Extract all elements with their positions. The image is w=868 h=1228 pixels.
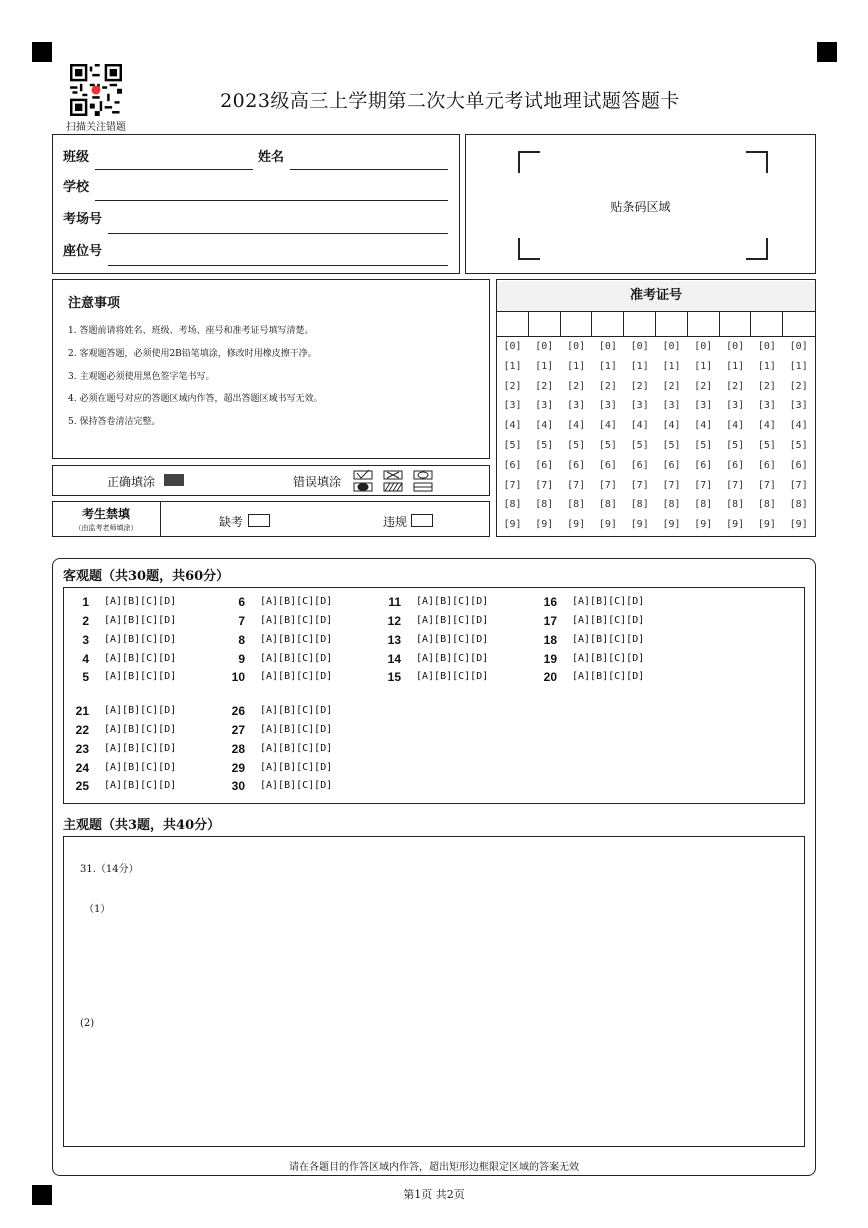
exam-id-bubble[interactable]: [9]: [662, 519, 681, 531]
answer-options[interactable]: [A][B][C][D]: [260, 634, 333, 645]
answer-options[interactable]: [A][B][C][D]: [260, 743, 333, 754]
exam-id-bubble[interactable]: [9]: [535, 519, 554, 531]
exam-id-bubble[interactable]: [1]: [662, 360, 681, 372]
seat-field[interactable]: [108, 265, 448, 266]
exam-id-bubble[interactable]: [7]: [630, 479, 649, 491]
exam-id-bubble[interactable]: [9]: [757, 519, 776, 531]
exam-id-bubble[interactable]: [9]: [789, 519, 808, 531]
exam-id-bubble[interactable]: [0]: [567, 341, 586, 352]
question-number: 16: [543, 595, 557, 609]
exam-id-bubble[interactable]: [3]: [757, 400, 776, 412]
exam-id-bubble[interactable]: [6]: [630, 459, 649, 471]
answer-options[interactable]: [A][B][C][D]: [260, 724, 333, 735]
answer-options[interactable]: [A][B][C][D]: [416, 653, 489, 664]
exam-id-bubble[interactable]: [7]: [694, 479, 713, 491]
forbidden-subtitle: （由监考老师填涂）: [74, 524, 138, 532]
exam-id-bubble[interactable]: [7]: [662, 479, 681, 491]
exam-id-write-cell[interactable]: [497, 311, 529, 337]
exam-room-field[interactable]: [108, 233, 448, 234]
answer-options[interactable]: [A][B][C][D]: [104, 724, 177, 735]
exam-id-bubble[interactable]: [9]: [598, 519, 617, 531]
exam-id-bubble[interactable]: [3]: [789, 400, 808, 412]
correct-fill-label: 正确填涂: [107, 475, 156, 489]
exam-id-bubble[interactable]: [1]: [694, 360, 713, 372]
exam-id-bubble[interactable]: [1]: [567, 360, 586, 372]
exam-id-bubble[interactable]: [4]: [694, 420, 713, 432]
school-label: 学校: [63, 180, 90, 195]
notes-title: 注意事项: [68, 296, 121, 311]
forbidden-title: 考生禁填: [81, 507, 130, 521]
exam-id-write-cell[interactable]: [624, 311, 656, 337]
exam-id-bubble[interactable]: [9]: [726, 519, 745, 531]
page-title: 2023级高三上学期第二次大单元考试地理试题答题卡: [220, 90, 680, 112]
exam-id-bubble[interactable]: [8]: [567, 499, 586, 511]
exam-id-bubble[interactable]: [8]: [503, 499, 522, 511]
note-item: 5. 保持答卷清洁完整。: [68, 417, 161, 427]
exam-id-write-cell[interactable]: [751, 311, 783, 337]
exam-id-bubble[interactable]: [0]: [789, 341, 808, 352]
wrong-fill-samples-icon: [352, 469, 436, 493]
question-number: 9: [238, 652, 245, 666]
answer-options[interactable]: [A][B][C][D]: [104, 596, 177, 607]
part-1-label: （1）: [84, 904, 111, 915]
question-number: 24: [75, 761, 89, 775]
exam-id-write-cell[interactable]: [592, 311, 624, 337]
exam-id-bubble[interactable]: [3]: [598, 400, 617, 412]
exam-id-bubble[interactable]: [8]: [694, 499, 713, 511]
question-number: 25: [75, 779, 89, 793]
absent-label: 缺考: [219, 515, 244, 529]
exam-id-bubble[interactable]: [2]: [789, 380, 808, 392]
registration-mark-top-left: [32, 42, 52, 62]
answer-options[interactable]: [A][B][C][D]: [104, 762, 177, 773]
exam-id-bubble[interactable]: [3]: [567, 400, 586, 412]
exam-id-write-cell[interactable]: [720, 311, 752, 337]
exam-id-bubble[interactable]: [4]: [598, 420, 617, 432]
exam-id-bubble[interactable]: [0]: [694, 341, 713, 352]
subjective-title: 主观题（共3题，共40分）: [63, 818, 221, 833]
exam-id-bubble[interactable]: [2]: [598, 380, 617, 392]
answer-options[interactable]: [A][B][C][D]: [416, 634, 489, 645]
answer-options[interactable]: [A][B][C][D]: [260, 671, 333, 682]
question-number: 7: [238, 614, 245, 628]
exam-id-bubble[interactable]: [7]: [726, 479, 745, 491]
violation-checkbox[interactable]: [411, 514, 433, 527]
exam-id-bubble[interactable]: [4]: [503, 420, 522, 432]
exam-id-bubble[interactable]: [5]: [726, 440, 745, 451]
correct-fill-sample: [164, 474, 184, 486]
exam-id-bubble[interactable]: [4]: [630, 420, 649, 432]
exam-id-bubble[interactable]: [5]: [630, 440, 649, 451]
footer-warning: 请在各题目的作答区域内作答，超出矩形边框限定区域的答案无效: [289, 1162, 579, 1173]
name-label: 姓名: [258, 150, 285, 165]
question-number: 19: [543, 652, 557, 666]
exam-id-bubble[interactable]: [0]: [662, 341, 681, 352]
seat-label: 座位号: [63, 244, 103, 259]
exam-id-bubble[interactable]: [1]: [535, 360, 554, 372]
exam-id-bubble[interactable]: [7]: [503, 479, 522, 491]
exam-id-bubble[interactable]: [7]: [567, 479, 586, 491]
exam-id-bubble[interactable]: [4]: [757, 420, 776, 432]
exam-id-bubble[interactable]: [9]: [630, 519, 649, 531]
question-number: 20: [543, 670, 557, 684]
question-number: 6: [238, 595, 245, 609]
exam-id-bubble[interactable]: [7]: [789, 479, 808, 491]
exam-id-bubble[interactable]: [5]: [598, 440, 617, 451]
exam-id-bubble[interactable]: [9]: [694, 519, 713, 531]
question-number: 10: [231, 670, 245, 684]
exam-id-bubble[interactable]: [5]: [535, 440, 554, 451]
exam-id-bubble[interactable]: [7]: [757, 479, 776, 491]
exam-id-bubble[interactable]: [2]: [757, 380, 776, 392]
exam-id-bubble[interactable]: [3]: [630, 400, 649, 412]
answer-options[interactable]: [A][B][C][D]: [104, 615, 177, 626]
exam-id-bubble[interactable]: [6]: [694, 459, 713, 471]
exam-id-write-cell[interactable]: [783, 311, 815, 337]
absent-checkbox[interactable]: [248, 514, 270, 527]
violation-label: 违规: [383, 515, 408, 529]
question-number: 14: [387, 652, 401, 666]
answer-options[interactable]: [A][B][C][D]: [260, 596, 333, 607]
question-number: 5: [82, 670, 89, 684]
question-number: 30: [231, 779, 245, 793]
barcode-corner: [518, 151, 540, 173]
answer-options[interactable]: [A][B][C][D]: [416, 615, 489, 626]
answer-options[interactable]: [A][B][C][D]: [572, 653, 645, 664]
exam-id-bubble[interactable]: [9]: [567, 519, 586, 531]
answer-options[interactable]: [A][B][C][D]: [104, 653, 177, 664]
exam-id-bubble[interactable]: [3]: [694, 400, 713, 412]
school-field[interactable]: [95, 200, 448, 201]
wrong-fill-label: 错误填涂: [293, 475, 342, 489]
exam-id-bubble[interactable]: [4]: [726, 420, 745, 432]
name-field[interactable]: [290, 169, 448, 170]
exam-id-bubble[interactable]: [6]: [503, 459, 522, 471]
question-31-label: 31.（14分）: [80, 864, 139, 875]
exam-id-bubble[interactable]: [1]: [598, 360, 617, 372]
exam-id-bubble[interactable]: [6]: [567, 459, 586, 471]
question-number: 3: [82, 633, 89, 647]
answer-options[interactable]: [A][B][C][D]: [572, 634, 645, 645]
exam-id-bubble[interactable]: [8]: [757, 499, 776, 511]
exam-id-bubble[interactable]: [5]: [757, 440, 776, 451]
exam-id-bubble[interactable]: [1]: [630, 360, 649, 372]
question-number: 2: [82, 614, 89, 628]
answer-options[interactable]: [A][B][C][D]: [104, 634, 177, 645]
exam-id-write-cell[interactable]: [561, 311, 593, 337]
exam-id-write-cell[interactable]: [656, 311, 688, 337]
exam-id-bubble[interactable]: [6]: [726, 459, 745, 471]
answer-options[interactable]: [A][B][C][D]: [416, 596, 489, 607]
question-number: 22: [75, 723, 89, 737]
registration-mark-bottom-left: [32, 1185, 52, 1205]
divider: [160, 501, 161, 537]
exam-id-bubble[interactable]: [4]: [567, 420, 586, 432]
exam-id-bubble[interactable]: [1]: [789, 360, 808, 372]
answer-options[interactable]: [A][B][C][D]: [104, 705, 177, 716]
answer-options[interactable]: [A][B][C][D]: [572, 671, 645, 682]
class-field[interactable]: [95, 169, 253, 170]
exam-id-bubble[interactable]: [9]: [503, 519, 522, 531]
exam-id-bubble[interactable]: [0]: [503, 341, 522, 352]
note-item: 3. 主观题必须使用黑色签字笔书写。: [68, 372, 215, 382]
exam-id-bubble[interactable]: [3]: [726, 400, 745, 412]
exam-id-bubble[interactable]: [5]: [567, 440, 586, 451]
answer-options[interactable]: [A][B][C][D]: [260, 780, 333, 791]
exam-id-bubble[interactable]: [8]: [662, 499, 681, 511]
question-number: 28: [231, 742, 245, 756]
exam-id-bubble[interactable]: [7]: [598, 479, 617, 491]
exam-id-bubble[interactable]: [0]: [726, 341, 745, 352]
objective-title: 客观题（共30题，共60分）: [63, 569, 230, 584]
exam-id-bubble[interactable]: [0]: [535, 341, 554, 352]
barcode-corner: [746, 151, 768, 173]
exam-id-bubble[interactable]: [3]: [662, 400, 681, 412]
question-number: 15: [387, 670, 401, 684]
exam-id-bubble[interactable]: [2]: [662, 380, 681, 392]
question-number: 29: [231, 761, 245, 775]
exam-id-bubble[interactable]: [6]: [535, 459, 554, 471]
exam-id-bubble[interactable]: [1]: [757, 360, 776, 372]
question-number: 11: [388, 595, 401, 609]
exam-id-bubble[interactable]: [3]: [535, 400, 554, 412]
note-item: 4. 必须在题号对应的答题区域内作答，超出答题区域书写无效。: [68, 394, 323, 404]
answer-options[interactable]: [A][B][C][D]: [104, 743, 177, 754]
exam-id-bubble[interactable]: [3]: [503, 400, 522, 412]
exam-id-bubble[interactable]: [2]: [630, 380, 649, 392]
qr-code-icon: [70, 64, 122, 116]
exam-id-bubble[interactable]: [8]: [535, 499, 554, 511]
exam-id-write-cell[interactable]: [688, 311, 720, 337]
exam-id-bubble[interactable]: [2]: [726, 380, 745, 392]
question-number: 27: [231, 723, 245, 737]
part-2-label: (2): [80, 1018, 95, 1029]
exam-id-bubble[interactable]: [4]: [535, 420, 554, 432]
student-info-box: [52, 134, 460, 274]
question-number: 8: [238, 633, 245, 647]
exam-id-bubble[interactable]: [8]: [598, 499, 617, 511]
exam-id-bubble[interactable]: [7]: [535, 479, 554, 491]
class-label: 班级: [63, 150, 90, 165]
exam-id-bubble[interactable]: [4]: [789, 420, 808, 432]
exam-id-bubble[interactable]: [6]: [662, 459, 681, 471]
exam-id-bubble[interactable]: [6]: [757, 459, 776, 471]
answer-options[interactable]: [A][B][C][D]: [260, 653, 333, 664]
question-number: 21: [75, 704, 89, 718]
exam-id-bubble[interactable]: [8]: [726, 499, 745, 511]
exam-id-bubble[interactable]: [4]: [662, 420, 681, 432]
exam-id-bubble[interactable]: [6]: [598, 459, 617, 471]
answer-options[interactable]: [A][B][C][D]: [104, 671, 177, 682]
question-number: 12: [387, 614, 401, 628]
barcode-corner: [746, 238, 768, 260]
subjective-box[interactable]: [63, 836, 805, 1147]
answer-options[interactable]: [A][B][C][D]: [572, 596, 645, 607]
note-item: 2. 客观题答题，必须使用2B铅笔填涂，修改时用橡皮擦干净。: [68, 349, 317, 359]
question-number: 17: [543, 614, 557, 628]
barcode-corner: [518, 238, 540, 260]
exam-id-bubble[interactable]: [2]: [503, 380, 522, 392]
exam-id-bubble[interactable]: [5]: [789, 440, 808, 451]
exam-id-write-cell[interactable]: [529, 311, 561, 337]
exam-id-bubble[interactable]: [5]: [694, 440, 713, 451]
exam-id-bubble[interactable]: [0]: [630, 341, 649, 352]
question-number: 26: [231, 704, 245, 718]
question-number: 23: [75, 742, 89, 756]
answer-options[interactable]: [A][B][C][D]: [260, 615, 333, 626]
exam-id-bubble[interactable]: [5]: [503, 440, 522, 451]
exam-id-bubble[interactable]: [0]: [757, 341, 776, 352]
barcode-label: 贴条码区域: [610, 200, 671, 214]
answer-options[interactable]: [A][B][C][D]: [416, 671, 489, 682]
answer-options[interactable]: [A][B][C][D]: [260, 762, 333, 773]
exam-id-bubble[interactable]: [6]: [789, 459, 808, 471]
answer-options[interactable]: [A][B][C][D]: [260, 705, 333, 716]
exam-id-bubble[interactable]: [8]: [789, 499, 808, 511]
exam-id-bubble[interactable]: [0]: [598, 341, 617, 352]
registration-mark-top-right: [817, 42, 837, 62]
page-number: 第1页 共2页: [403, 1188, 465, 1201]
exam-id-bubble[interactable]: [2]: [694, 380, 713, 392]
exam-id-bubble[interactable]: [8]: [630, 499, 649, 511]
answer-options[interactable]: [A][B][C][D]: [572, 615, 645, 626]
question-number: 1: [82, 595, 89, 609]
exam-id-bubble[interactable]: [1]: [726, 360, 745, 372]
question-number: 13: [387, 633, 401, 647]
qr-caption: 扫描关注错题: [66, 122, 126, 133]
exam-id-bubble[interactable]: [5]: [662, 440, 681, 451]
note-item: 1. 答题前请将姓名、班级、考场、座号和准考证号填写清楚。: [68, 326, 314, 336]
answer-options[interactable]: [A][B][C][D]: [104, 780, 177, 791]
exam-id-title: 准考证号: [497, 281, 815, 312]
question-number: 4: [82, 652, 89, 666]
question-number: 18: [543, 633, 557, 647]
exam-room-label: 考场号: [63, 212, 103, 227]
exam-id-bubble[interactable]: [2]: [567, 380, 586, 392]
exam-id-bubble[interactable]: [2]: [535, 380, 554, 392]
exam-id-bubble[interactable]: [1]: [503, 360, 522, 372]
